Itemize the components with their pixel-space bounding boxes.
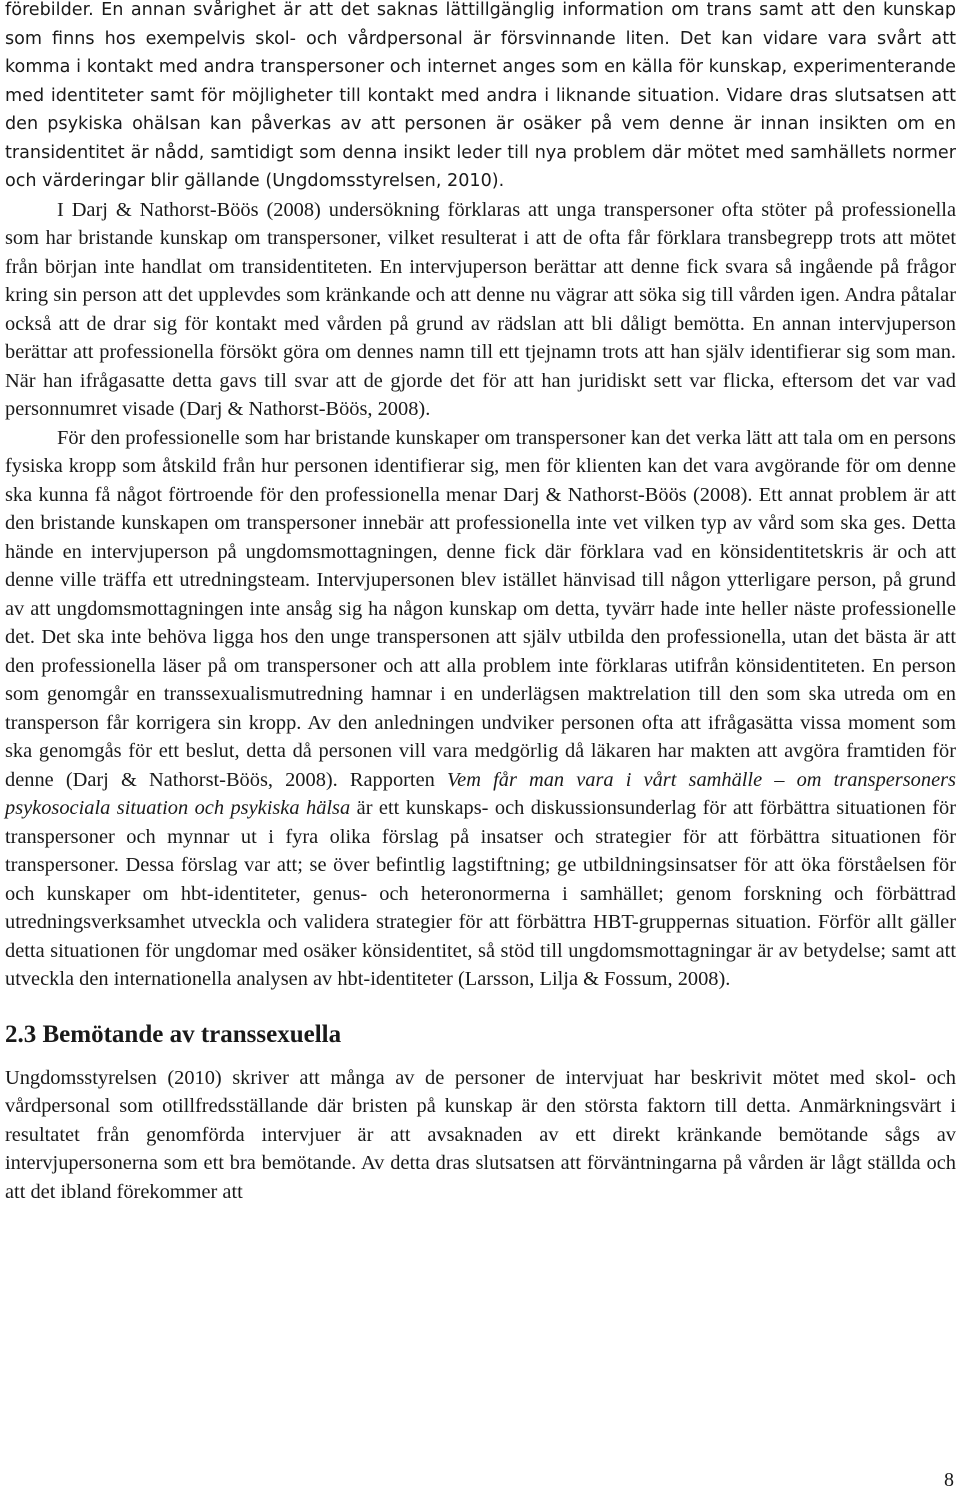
report-title-italic: Vem får man vara i vårt samhälle – om transpersoners psykosociala situation och psykiska hälsa (5, 768, 956, 819)
paragraph-text-part1: För den professionelle som har bristande kunskaper om transpersoner kan det verka lätt att tala om en persons fysiska kropp som åtskild från hur personen identifierar sig, men för klienten kan det vara avgörande för om denne ska kunna få något förtroende för den professionella menar Darj & Nathorst-Böös (2008). Ett annat problem är att den bristande kunskapen om transpersoner innebär att professionella inte vet vilken typ av vård som ska ges. Detta hände en intervjuperson på ungdomsmottagningen, denne fick där förklara vad en könsidentitetskris är och att denne ville träffa ett utredningsteam. Intervjupersonen blev istället hänvisad till någon ytterligare person, på grund av att ungdomsmottagningen inte ansåg sig ha någon kunskap om detta, tyvärr hade inte heller näste professionelle det. Det ska inte behöva ligga hos den unge transpersonen att själv utbilda den professionella, utan det bästa är att den professionella läser på om transpersoner och att alla problem inte förklaras utifrån könsidentiteten. En person som genomgår en transsexualismutredning hamnar i en underlägsen maktrelation till den som ska utreda om en transperson får korrigera sin kropp. Av den anledningen undviker personen ofta att ifrågasätta vissa moment som ska genomgås för ett beslut, detta då personen vill vara medgörlig då läkaren har makten att avgöra framtiden för denne (Darj & Nathorst-Böös, 2008). Rapporten (5, 426, 956, 791)
section-heading: 2.3 Bemötande av transsexuella (5, 1020, 342, 1048)
paragraph-text-part2: är ett kunskaps- och diskussionsunderlag för att förbättra situationen för transpersoner och mynnar ut i fyra olika förslag på insatser och strategier för att förbättra situationen för transpersoner. Dessa förslag var att; se över befintlig lagstiftning; ge utbildningsinsatser för att öka förståelsen för och kunskaper om hbt-identiteter, genus- och heteronormerna i samhället; genom forskning och förbättrad utredningsverksamhet utveckla och validera strategier för att förbättra HBT-gruppernas situation. Förför allt gäller detta situationen för ungdomar med osäker könsidentitet, så stöd till ungdomsmottagningar är av betydelse; samt att utveckla den internationella analysen av hbt-identiteter (Larsson, Lilja & Fossum, 2008). (5, 797, 956, 990)
paragraph-ungdomsstyrelsen: Ungdomsstyrelsen (2010) skriver att många av de personer de intervjuat har beskrivit mötet med skol- och vårdpersonal som otillfredsställande där bristen på kunskap är den största faktorn till detta. Anmärkningsvärt i resultatet från genomförda intervjuer är att avsaknaden av ett direkt kränkande bemötande sågs av intervjupersonerna som ett bra bemötande. Av detta dras slutsatsen att förväntningarna på vården är lågt ställda och att det ibland förekommer att (5, 1066, 956, 1203)
paragraph-darj-study: I Darj & Nathorst-Böös (2008) undersökning förklaras att unga transpersoner ofta stöter på professionella som har bristande kunskap om transpersoner, vilket resulterat i att de ofta får förklara transbegrepp trots att mötet från början inte handlat om transidentiteten. En intervjuperson berättar att denne fick svara så ingående på frågor kring sin person att det upplevdes som kränkande och att denne nu vägrar att söka sig till vården igen. Andra påtalar också att de drar sig för kontakt med vården på grund av rädslan att bli dåligt bemötta. En annan intervjuperson berättar att professionella försökt göra om dennes namn till ett tjejnamn trots att han själv identifierar sig som man. När han ifrågasatte detta gavs till svar att de gjorde det för att han juridiskt sett var flicka, eftersom det var vad personnumret visade (Darj & Nathorst-Böös, 2008). (5, 198, 956, 420)
page-number: 8 (944, 1469, 954, 1491)
document-page (5, 0, 956, 1206)
paragraph-professional-knowledge (5, 424, 956, 994)
paragraph-continued: förebilder. En annan svårighet är att det saknas lättillgänglig information om trans samt att den kunskap som finns hos exempelvis skol- och vårdpersonal är försvinnande liten. Det kan vidare vara svårt att komma i kontakt med andra transpersoner och internet anges som en källa för kunskap, experimenterande med identiteter samt för möjligheter till kontakt med andra i liknande situation. Vidare dras slutsatsen att den psykiska ohälsan kan påverkas av att personen är osäker på vem denne är innan insikten om en transidentitet är nådd, samtidigt som denna insikt leder till nya problem där mötet med samhällets normer och värderingar blir gällande (Ungdomsstyrelsen, 2010). (5, 0, 956, 191)
